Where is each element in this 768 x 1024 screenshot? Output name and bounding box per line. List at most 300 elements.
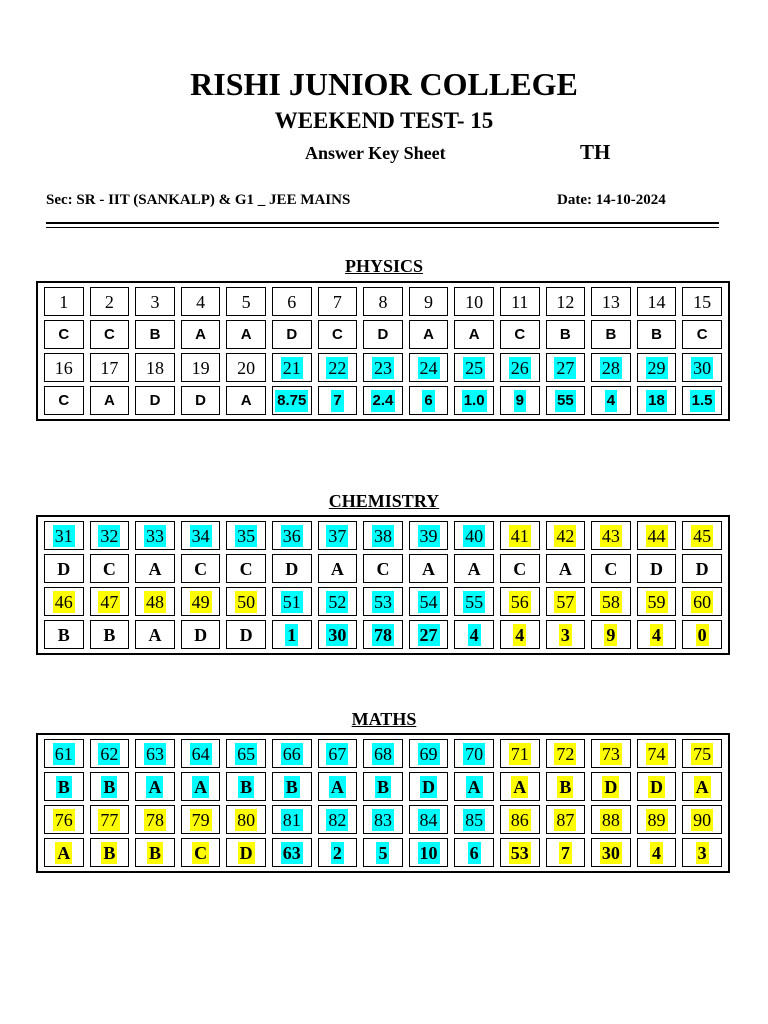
question-number-cell — [637, 521, 677, 550]
question-number-cell — [226, 805, 266, 834]
question-number-cell — [637, 739, 677, 768]
answer-cell — [44, 620, 84, 649]
question-number-cell — [409, 739, 449, 768]
answer-cell — [682, 838, 722, 867]
answer-cell — [318, 320, 358, 349]
question-number-cell — [454, 805, 494, 834]
question-number: 16 — [54, 357, 73, 378]
question-number-cell — [272, 587, 312, 616]
question-number: 4 — [196, 291, 206, 312]
question-number: 20 — [237, 357, 256, 378]
header-divider-secondary — [46, 227, 719, 228]
answer-cell — [500, 772, 540, 801]
answer-value: D — [239, 624, 253, 645]
question-number-cell — [500, 587, 540, 616]
question-number: 78 — [145, 809, 164, 830]
question-number: 18 — [145, 357, 164, 378]
answer-cell — [409, 772, 449, 801]
question-number-cell — [44, 353, 84, 382]
answer-cell — [409, 838, 449, 867]
answer-value: C — [331, 325, 343, 343]
question-number: 12 — [556, 291, 575, 312]
answer-cell — [454, 320, 494, 349]
answer-value: C — [58, 325, 70, 343]
answer-value: B — [149, 325, 161, 343]
question-number: 14 — [647, 291, 666, 312]
answer-cell — [682, 320, 722, 349]
answer-value: C — [102, 558, 116, 579]
question-number-cell — [272, 805, 312, 834]
answer-cell — [272, 838, 312, 867]
question-number-cell — [44, 805, 84, 834]
chemistry-row-num — [41, 585, 725, 618]
answer-cell — [682, 620, 722, 649]
question-number-cell — [546, 353, 586, 382]
answer-value: A — [422, 558, 436, 579]
question-number: 60 — [693, 591, 712, 612]
question-number: 64 — [191, 743, 210, 764]
question-number: 49 — [191, 591, 210, 612]
question-number: 63 — [145, 743, 164, 764]
question-number: 32 — [100, 525, 119, 546]
answer-value: 6 — [422, 390, 434, 412]
question-number-cell — [363, 805, 403, 834]
question-number: 74 — [647, 743, 666, 764]
question-number: 51 — [282, 591, 301, 612]
chemistry-row-num — [41, 519, 725, 552]
answer-cell — [90, 838, 130, 867]
answer-cell — [272, 620, 312, 649]
answer-cell — [500, 320, 540, 349]
question-number: 23 — [373, 357, 392, 378]
question-number-cell — [546, 587, 586, 616]
question-number: 76 — [54, 809, 73, 830]
answer-value: 4 — [469, 624, 479, 645]
question-number: 75 — [693, 743, 712, 764]
question-number: 86 — [510, 809, 529, 830]
chemistry-row-ans — [41, 618, 725, 651]
question-number-cell — [363, 739, 403, 768]
question-number-cell — [546, 805, 586, 834]
answer-value: 4 — [515, 624, 525, 645]
question-number: 67 — [328, 743, 347, 764]
answer-value: D — [149, 391, 161, 409]
test-date: Date: 14-10-2024 — [557, 192, 666, 208]
question-number-cell — [637, 805, 677, 834]
question-number: 37 — [328, 525, 347, 546]
answer-value: D — [650, 558, 664, 579]
question-number-cell — [591, 287, 631, 316]
question-number: 45 — [693, 525, 712, 546]
answer-value: 9 — [514, 390, 526, 412]
question-number-cell — [454, 287, 494, 316]
question-number: 88 — [601, 809, 620, 830]
question-number-cell — [409, 287, 449, 316]
answer-value: D — [604, 776, 618, 797]
question-number-cell — [135, 353, 175, 382]
answer-value: 27 — [419, 624, 438, 645]
question-number: 15 — [693, 291, 712, 312]
answer-cell — [90, 386, 130, 415]
answer-value: A — [148, 558, 162, 579]
question-number: 47 — [100, 591, 119, 612]
question-number: 21 — [282, 357, 301, 378]
question-number-cell — [226, 287, 266, 316]
question-number: 46 — [54, 591, 73, 612]
answer-cell — [318, 772, 358, 801]
question-number-cell — [272, 739, 312, 768]
question-number-cell — [272, 353, 312, 382]
answer-cell — [181, 386, 221, 415]
answer-value: B — [57, 776, 70, 797]
physics-grid — [36, 281, 730, 421]
question-number-cell — [591, 805, 631, 834]
question-number-cell — [135, 805, 175, 834]
answer-cell — [682, 386, 722, 415]
answer-value: A — [558, 558, 572, 579]
question-number-cell — [135, 739, 175, 768]
question-number: 83 — [373, 809, 392, 830]
answer-value: D — [286, 325, 298, 343]
question-number: 84 — [419, 809, 438, 830]
question-number-cell — [181, 353, 221, 382]
question-number: 85 — [465, 809, 484, 830]
answer-cell — [591, 386, 631, 415]
answer-value: 30 — [601, 842, 620, 863]
answer-value: B — [103, 776, 116, 797]
answer-cell — [363, 620, 403, 649]
question-number-cell — [318, 805, 358, 834]
question-number-cell — [90, 739, 130, 768]
physics-title: PHYSICS — [344, 256, 424, 276]
answer-value: D — [695, 558, 709, 579]
answer-cell — [135, 320, 175, 349]
answer-cell — [44, 320, 84, 349]
answer-cell — [272, 554, 312, 583]
answer-cell — [500, 554, 540, 583]
question-number: 68 — [373, 743, 392, 764]
question-number: 56 — [510, 591, 529, 612]
answer-cell — [546, 386, 586, 415]
answer-cell — [409, 386, 449, 415]
answer-value: 2 — [332, 842, 342, 863]
answer-cell — [591, 772, 631, 801]
answer-value: 18 — [646, 390, 667, 412]
answer-cell — [226, 772, 266, 801]
question-number: 54 — [419, 591, 438, 612]
question-number: 71 — [510, 743, 529, 764]
answer-value: C — [239, 558, 253, 579]
answer-cell — [318, 620, 358, 649]
question-number: 87 — [556, 809, 575, 830]
question-number: 17 — [100, 357, 119, 378]
physics-row-num — [41, 351, 725, 384]
answer-cell — [135, 386, 175, 415]
answer-value: 4 — [652, 842, 662, 863]
question-number-cell — [318, 739, 358, 768]
question-number-cell — [181, 805, 221, 834]
answer-value: C — [58, 391, 70, 409]
question-number-cell — [272, 521, 312, 550]
answer-cell — [363, 554, 403, 583]
answer-value: 5 — [378, 842, 388, 863]
answer-value: 63 — [282, 842, 301, 863]
answer-value: 1.5 — [690, 390, 715, 412]
maths-row-ans — [41, 770, 725, 803]
answer-cell — [546, 320, 586, 349]
question-number: 41 — [510, 525, 529, 546]
question-number-cell — [44, 287, 84, 316]
answer-cell — [181, 772, 221, 801]
question-number-cell — [181, 521, 221, 550]
header-divider — [46, 222, 719, 224]
answer-cell — [637, 772, 677, 801]
question-number: 26 — [510, 357, 529, 378]
answer-value: 4 — [605, 390, 617, 412]
question-number-cell — [637, 587, 677, 616]
answer-cell — [363, 772, 403, 801]
question-number-cell — [318, 287, 358, 316]
answer-value: 1.0 — [462, 390, 487, 412]
question-number: 35 — [237, 525, 256, 546]
question-number: 50 — [237, 591, 256, 612]
answer-value: 9 — [606, 624, 616, 645]
question-number-cell — [682, 739, 722, 768]
question-number: 30 — [693, 357, 712, 378]
answer-value: A — [695, 776, 709, 797]
question-number-cell — [637, 287, 677, 316]
chemistry-row-ans — [41, 552, 725, 585]
question-number: 77 — [100, 809, 119, 830]
answer-value: A — [330, 558, 344, 579]
answer-value: 53 — [510, 842, 529, 863]
answer-cell — [181, 620, 221, 649]
question-number-cell — [135, 287, 175, 316]
question-number-cell — [682, 521, 722, 550]
question-number: 29 — [647, 357, 666, 378]
answer-value: D — [239, 842, 253, 863]
question-number: 89 — [647, 809, 666, 830]
question-number: 61 — [54, 743, 73, 764]
question-number-cell — [591, 521, 631, 550]
question-number: 19 — [191, 357, 210, 378]
question-number-cell — [637, 353, 677, 382]
question-number: 55 — [465, 591, 484, 612]
answer-value: B — [651, 325, 662, 343]
answer-value: 55 — [555, 390, 576, 412]
question-number-cell — [181, 587, 221, 616]
answer-value: C — [376, 558, 390, 579]
answer-cell — [181, 554, 221, 583]
question-number: 10 — [465, 291, 484, 312]
answer-value: A — [57, 842, 71, 863]
answer-cell — [226, 620, 266, 649]
answer-cell — [500, 386, 540, 415]
question-number-cell — [409, 805, 449, 834]
answer-cell — [409, 620, 449, 649]
answer-value: 30 — [328, 624, 347, 645]
answer-value: 6 — [469, 842, 479, 863]
question-number-cell — [90, 353, 130, 382]
question-number: 6 — [287, 291, 297, 312]
answer-value: A — [240, 391, 252, 409]
answer-cell — [135, 772, 175, 801]
question-number: 70 — [465, 743, 484, 764]
maths-title: MATHS — [351, 709, 417, 729]
question-number: 82 — [328, 809, 347, 830]
answer-value: C — [514, 325, 526, 343]
answer-value: A — [103, 391, 115, 409]
answer-cell — [454, 620, 494, 649]
question-number: 53 — [373, 591, 392, 612]
question-number: 1 — [59, 291, 69, 312]
answer-value: B — [605, 325, 617, 343]
answer-cell — [90, 554, 130, 583]
question-number-cell — [500, 287, 540, 316]
answer-cell — [637, 554, 677, 583]
answer-cell — [363, 838, 403, 867]
answer-cell — [591, 620, 631, 649]
physics-row-num — [41, 285, 725, 318]
answer-cell — [637, 320, 677, 349]
question-number-cell — [318, 353, 358, 382]
answer-cell — [454, 772, 494, 801]
question-number: 90 — [693, 809, 712, 830]
question-number: 13 — [601, 291, 620, 312]
question-number-cell — [226, 353, 266, 382]
question-number: 80 — [237, 809, 256, 830]
answer-value: C — [696, 325, 708, 343]
answer-value: D — [194, 624, 208, 645]
question-number-cell — [546, 521, 586, 550]
maths-row-num — [41, 803, 725, 836]
answer-value: B — [103, 842, 116, 863]
answer-cell — [135, 620, 175, 649]
question-number: 31 — [54, 525, 73, 546]
question-number-cell — [454, 739, 494, 768]
answer-cell — [90, 620, 130, 649]
question-number-cell — [44, 521, 84, 550]
answer-cell — [591, 320, 631, 349]
question-number: 72 — [556, 743, 575, 764]
answer-cell — [363, 386, 403, 415]
answer-value: A — [240, 325, 252, 343]
question-number: 62 — [100, 743, 119, 764]
question-number: 3 — [150, 291, 160, 312]
answer-value: 8.75 — [275, 390, 308, 412]
question-number-cell — [44, 739, 84, 768]
answer-value: D — [377, 325, 389, 343]
question-number-cell — [546, 287, 586, 316]
question-number-cell — [454, 587, 494, 616]
question-number: 36 — [282, 525, 301, 546]
question-number-cell — [454, 521, 494, 550]
question-number-cell — [226, 587, 266, 616]
answer-value: C — [194, 558, 208, 579]
answer-value: C — [103, 325, 115, 343]
question-number: 66 — [282, 743, 301, 764]
question-number-cell — [181, 287, 221, 316]
answer-cell — [454, 838, 494, 867]
answer-value: A — [195, 325, 206, 343]
answer-value: D — [422, 776, 436, 797]
question-number-cell — [181, 739, 221, 768]
answer-value: D — [285, 558, 299, 579]
answer-cell — [135, 838, 175, 867]
answer-value: 1 — [287, 624, 297, 645]
question-number: 38 — [373, 525, 392, 546]
college-title: RISHI JUNIOR COLLEGE — [190, 66, 578, 102]
answer-cell — [682, 772, 722, 801]
question-number-cell — [90, 521, 130, 550]
answer-value: A — [467, 558, 481, 579]
answer-cell — [272, 320, 312, 349]
chemistry-title: CHEMISTRY — [328, 491, 440, 511]
answer-cell — [546, 838, 586, 867]
question-number-cell — [363, 353, 403, 382]
answer-cell — [272, 772, 312, 801]
answer-cell — [637, 838, 677, 867]
answer-value: B — [148, 842, 161, 863]
question-number: 39 — [419, 525, 438, 546]
question-number: 9 — [424, 291, 434, 312]
question-number-cell — [409, 587, 449, 616]
question-number-cell — [44, 587, 84, 616]
question-number: 57 — [556, 591, 575, 612]
answer-cell — [181, 320, 221, 349]
section-info: Sec: SR - IIT (SANKALP) & G1 _ JEE MAINS — [46, 192, 351, 208]
answer-cell — [135, 554, 175, 583]
answer-cell — [409, 554, 449, 583]
answer-value: B — [376, 776, 389, 797]
answer-cell — [500, 620, 540, 649]
answer-cell — [272, 386, 312, 415]
question-number: 28 — [601, 357, 620, 378]
answer-cell — [454, 554, 494, 583]
answer-value: C — [194, 842, 208, 863]
maths-row-num — [41, 737, 725, 770]
question-number-cell — [90, 287, 130, 316]
physics-row-ans — [41, 318, 725, 351]
answer-cell — [637, 386, 677, 415]
question-number: 79 — [191, 809, 210, 830]
answer-cell — [682, 554, 722, 583]
question-number: 34 — [191, 525, 210, 546]
question-number-cell — [363, 287, 403, 316]
question-number-cell — [500, 805, 540, 834]
answer-cell — [637, 620, 677, 649]
answer-value: B — [285, 776, 298, 797]
question-number: 43 — [601, 525, 620, 546]
answer-cell — [591, 838, 631, 867]
answer-cell — [546, 554, 586, 583]
question-number-cell — [546, 739, 586, 768]
question-number-cell — [318, 521, 358, 550]
question-number: 52 — [328, 591, 347, 612]
question-number-cell — [135, 521, 175, 550]
question-number-cell — [409, 521, 449, 550]
answer-cell — [181, 838, 221, 867]
question-number-cell — [454, 353, 494, 382]
question-number: 11 — [511, 291, 529, 312]
answer-cell — [44, 386, 84, 415]
answer-value: B — [57, 624, 70, 645]
answer-value: 3 — [697, 842, 707, 863]
answer-value: 0 — [697, 624, 707, 645]
answer-cell — [409, 320, 449, 349]
answer-cell — [454, 386, 494, 415]
question-number-cell — [682, 805, 722, 834]
